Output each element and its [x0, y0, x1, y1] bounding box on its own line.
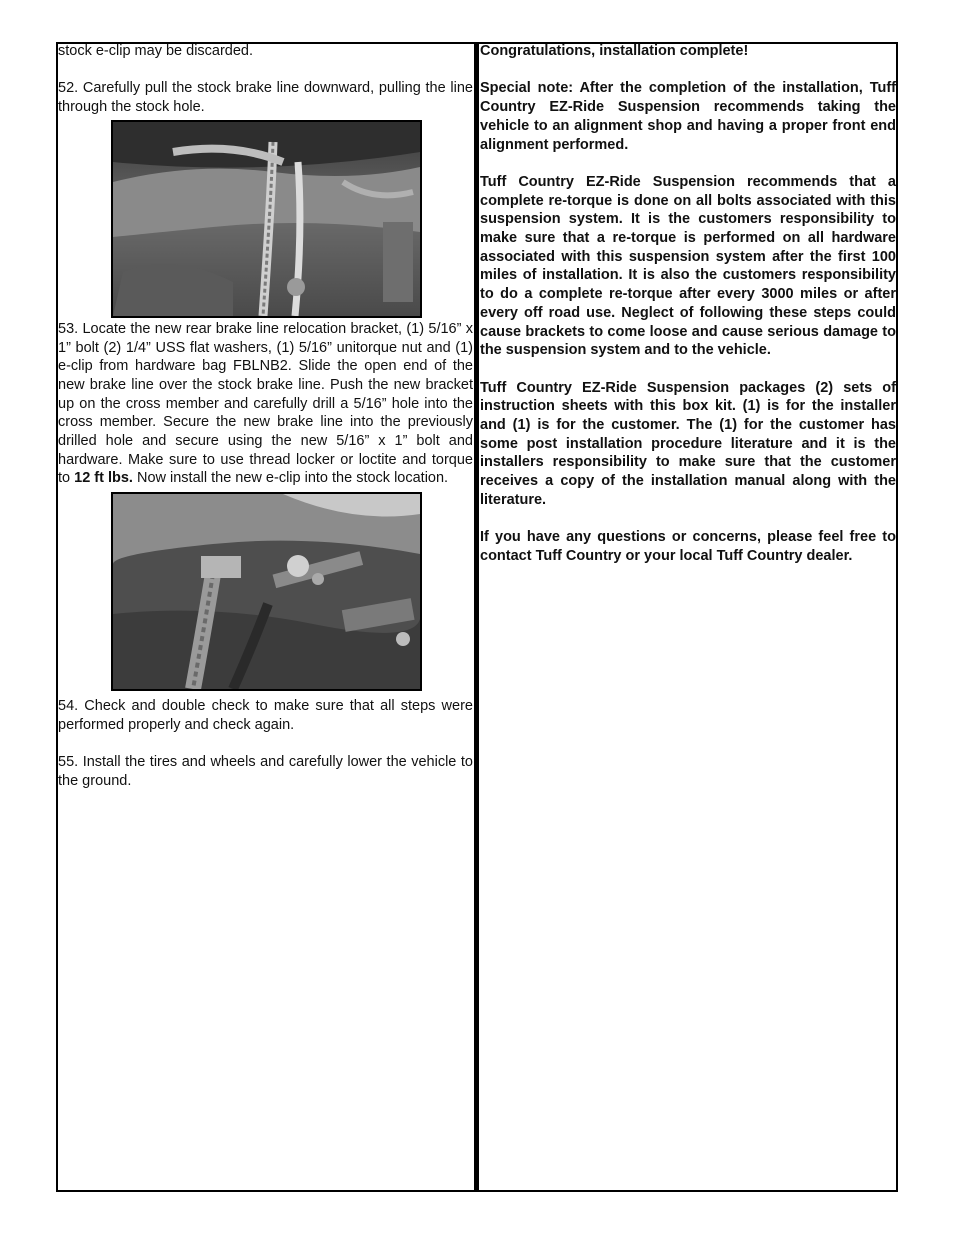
- right-column: [480, 42, 896, 566]
- step-52: 52. Carefully pull the stock brake line downward, pulling the line through the stock hole.: [58, 80, 473, 116]
- step-51-end: stock e-clip may be discarded.: [58, 43, 254, 59]
- column-divider: [474, 42, 479, 1192]
- completion-heading: Congratulations, installation complete!: [480, 43, 749, 59]
- step-55: 55. Install the tires and wheels and carefully lower the vehicle to the ground.: [58, 754, 473, 789]
- left-column: [58, 42, 473, 791]
- alignment-note: Special note: After the completion of the installation, Tuff Country EZ-Ride Suspension recommends taking the vehicle to an alignment shop and having a proper front end alignment performed.: [480, 80, 896, 153]
- brake-line-photo-1: [111, 120, 422, 318]
- contact-note: If you have any questions or concerns, please feel free to contact Tuff Country or your local Tuff Country dealer.: [480, 529, 896, 564]
- step-54: 54. Check and double check to make sure that all steps were performed properly and check again.: [58, 698, 473, 733]
- brake-line-photo-2: [111, 492, 422, 691]
- retorque-note: Tuff Country EZ-Ride Suspension recommends that a complete re-torque is done on all bolts associated with this suspension system. It is the customers responsibility to make sure that a re-torque is performed on all hardware associated with this suspension system after the first 100 miles of installation. It is also the customers responsibility to do a complete re-torque after every 3000 miles or after every off road use. Neglect of following these steps could cause brackets to come loose and cause serious damage to the suspension system and to the vehicle.: [480, 173, 896, 359]
- instruction-sheets-note: Tuff Country EZ-Ride Suspension packages (2) sets of instruction sheets with this box kit. (1) is for the installer and (1) is for the customer. The (1) for the customer has some post installation procedure literature and it is the installers responsibility to make sure that the customer receives a copy of the installation manual along with the literature.: [480, 379, 896, 508]
- step-53: 53. Locate the new rear brake line relocation bracket, (1) 5/16” x 1” bolt (2) 1/4” USS flat washers, (1) 5/16” unitorque nut and (1) e-clip from hardware bag FBLNB2. Slide the open end of the new brake line over the stock brake line. Push the new bracket up on the cross member and carefully drill a 5/16” hole into the cross member. Secure the new brake line into the previously drilled hole and secure using the new 5/16” x 1” bolt and hardware. Make sure to use thread locker or loctite and torque to 12 ft lbs. Now install the new e-clip into the stock location.: [58, 320, 473, 487]
